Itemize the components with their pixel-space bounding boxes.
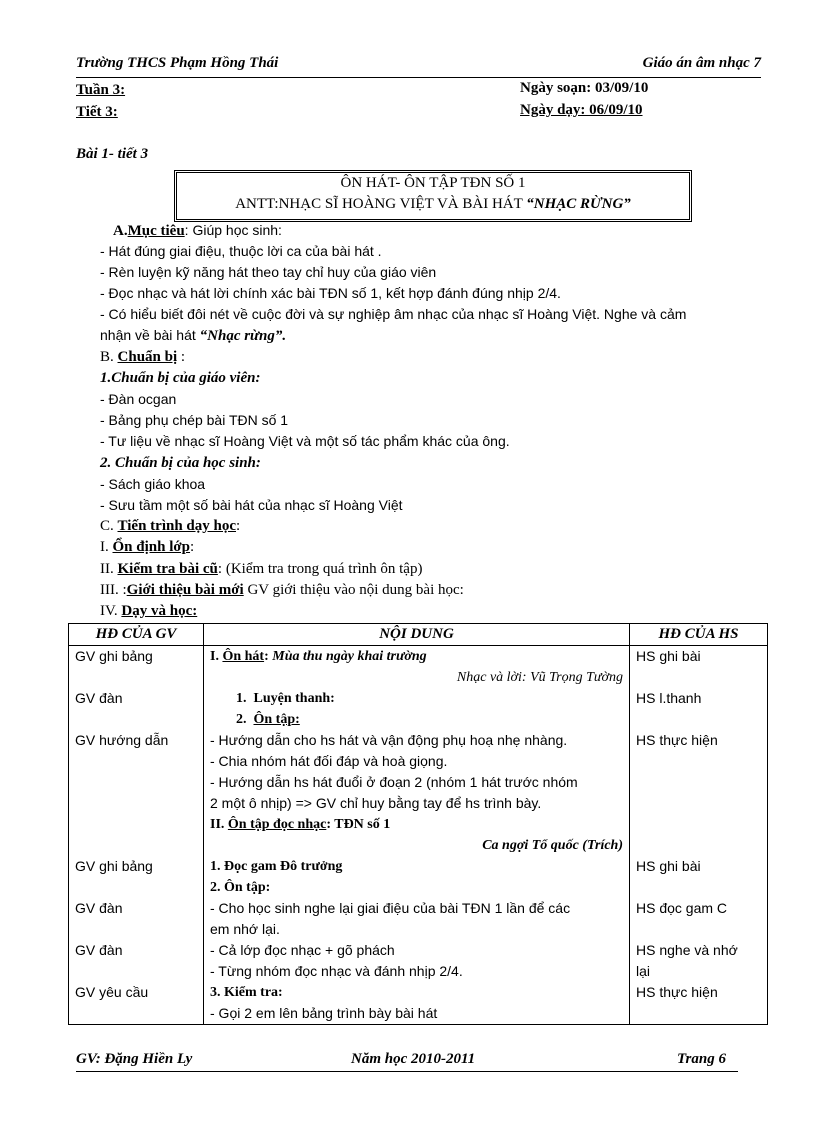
a-item: - Hát đúng giai điệu, thuộc lời ca của bài hát . [100,243,382,259]
header-gv: HĐ CỦA GV [69,624,204,646]
c4-title: Dạy và học: [121,603,198,619]
hs-cell: HS thực hiện [636,732,718,748]
c3-label: III. : [100,582,127,598]
hs-cell: HS đọc gam C [636,900,728,916]
lesson-table [68,623,768,1025]
content-line: - Chia nhóm hát đối đáp và hoà giọng. [210,753,448,769]
content-line: I. Ôn hát: Mùa thu ngày khai trường [210,649,427,664]
a-last-line [100,327,286,345]
section-c-heading [100,518,240,535]
content-line: - Cho học sinh nghe lại giai điệu của bài TĐN 1 lần để các [210,900,571,916]
title-song: “NHẠC RỪNG” [526,196,631,212]
hs-cell: HS ghi bài [636,858,701,874]
section-b-rest: : [177,349,186,365]
content-line: em nhớ lại. [210,921,280,937]
page-header [76,55,761,78]
prep-date: Ngày soạn: 03/09/10 [520,80,649,96]
content-line: 3. Kiểm tra: [210,985,283,1000]
page-footer [76,1051,738,1072]
gv-cell: GV yêu cầu [75,984,149,1000]
content-line: - Cả lớp đọc nhạc + gõ phách [210,942,395,958]
section-b-title: Chuẩn bị [117,349,178,365]
section-a-label: A. [113,223,128,239]
c1-title: Ổn định lớp [112,539,191,555]
title-line-1: ÔN HÁT- ÔN TẬP TĐN SỐ 1 [340,175,526,191]
c2-title: Kiểm tra bài cũ [117,561,218,577]
c4-heading [100,603,197,620]
a-item: - Rèn luyện kỹ năng hát theo tay chỉ huy của giáo viên [100,264,437,280]
b2-item: - Sách giáo khoa [100,476,206,492]
content-line: - Từng nhóm đọc nhạc và đánh nhịp 2/4. [210,963,463,979]
gv-cell: GV đàn [75,690,123,706]
c2-label: II. [100,561,118,577]
hs-cell: HS nghe và nhớ [636,942,738,958]
gv-cell: GV đàn [75,900,123,916]
b1-item: - Tư liệu về nhạc sĩ Hoàng Việt và một số tác phẩm khác của ông. [100,433,510,449]
gv-cell: GV ghi bảng [75,648,153,664]
hs-cell: HS l.thanh [636,690,702,706]
c3-title: Giới thiệu bài mới [126,582,244,598]
footer-teacher: GV: Đặng Hiền Ly [76,1051,193,1067]
section-a-heading [113,222,282,240]
section-b-heading [100,349,185,366]
b2-item: - Sưu tầm một số bài hát của nhạc sĩ Hoàng Việt [100,497,403,513]
gv-cell: GV hướng dẫn [75,732,169,748]
footer-year: Năm học 2010-2011 [351,1051,476,1067]
c1-heading [100,539,194,556]
period-label: Tiết 3: [76,104,118,120]
section-b-label: B. [100,349,118,365]
title-line-2 [177,194,689,215]
c1-rest: : [190,539,195,555]
content-line: - Hướng dẫn cho hs hát và vận động phụ hoạ nhẹ nhàng. [210,732,568,748]
gv-cell: GV đàn [75,942,123,958]
teach-date: Ngày dạy: 06/09/10 [520,102,643,118]
b1-item: - Bảng phụ chép bài TĐN số 1 [100,412,289,428]
section-c-rest: : [236,518,241,534]
hs-cell: lại [636,963,651,979]
content-line: 1. Luyện thanh: [236,691,335,706]
tdn-subtitle: Ca ngợi Tổ quốc (Trích) [482,838,623,853]
a-last-song: “Nhạc rừng”. [199,328,287,344]
content-line: 1. Đọc gam Đô trưởng [210,859,343,874]
b2-title: 2. Chuẩn bị của học sinh: [100,455,261,471]
a-item: - Đọc nhạc và hát lời chính xác bài TĐN số 1, kết hợp đánh đúng nhịp 2/4. [100,285,561,301]
c4-label: IV. [100,603,122,619]
section-a-title: Mục tiêu [127,223,185,239]
b1-title: 1.Chuẩn bị của giáo viên: [100,370,261,386]
b1-item: - Đàn ocgan [100,391,177,407]
a-last-prefix: nhận về bài hát [100,327,200,343]
title-prefix: ANTT:NHẠC SĨ HOÀNG VIỆT VÀ BÀI HÁT [235,196,527,212]
c3-heading [100,582,464,599]
content-line: 2 một ô nhịp) => GV chỉ huy bằng tay để hs trình bày. [210,795,542,811]
section-c-title: Tiến trình dạy học [117,518,237,534]
content-line: - Hướng dẫn hs hát đuổi ở đoạn 2 (nhóm 1 hát trước nhóm [210,774,578,790]
week-label: Tuần 3: [76,82,126,98]
lesson-label: Bài 1- tiết 3 [76,146,149,162]
song-author: Nhạc và lời: Vũ Trọng Tường [456,670,623,685]
header-hs: HĐ CỦA HS [630,624,768,646]
c2-rest: : (Kiểm tra trong quá trình ôn tập) [217,561,423,577]
gv-cell: GV ghi bảng [75,858,153,874]
subject-name: Giáo án âm nhạc 7 [642,55,761,71]
c3-rest: GV giới thiệu vào nội dung bài học: [243,582,464,598]
table-header-row [69,624,768,646]
a-item: - Có hiểu biết đôi nét về cuộc đời và sự nghiệp âm nhạc của nhạc sĩ Hoàng Việt. Nghe và cảm [100,306,687,322]
c1-label: I. [100,539,113,555]
section-a-rest: : Giúp học sinh: [184,222,282,238]
section-c-label: C. [100,518,118,534]
school-name: Trường THCS Phạm Hồng Thái [76,55,279,71]
table-row [69,646,768,1025]
title-box [174,170,692,222]
content-line: II. Ôn tập đọc nhạc: TĐN số 1 [210,817,391,832]
header-content: NỘI DUNG [204,624,630,646]
c2-heading [100,561,422,578]
hs-cell: HS ghi bài [636,648,701,664]
content-line: 2. Ôn tập: [236,712,300,727]
content-line: - Gọi 2 em lên bảng trình bày bài hát [210,1005,438,1021]
footer-page: Trang 6 [676,1051,726,1067]
hs-cell: HS thực hiện [636,984,718,1000]
content-line: 2. Ôn tập: [210,880,271,895]
